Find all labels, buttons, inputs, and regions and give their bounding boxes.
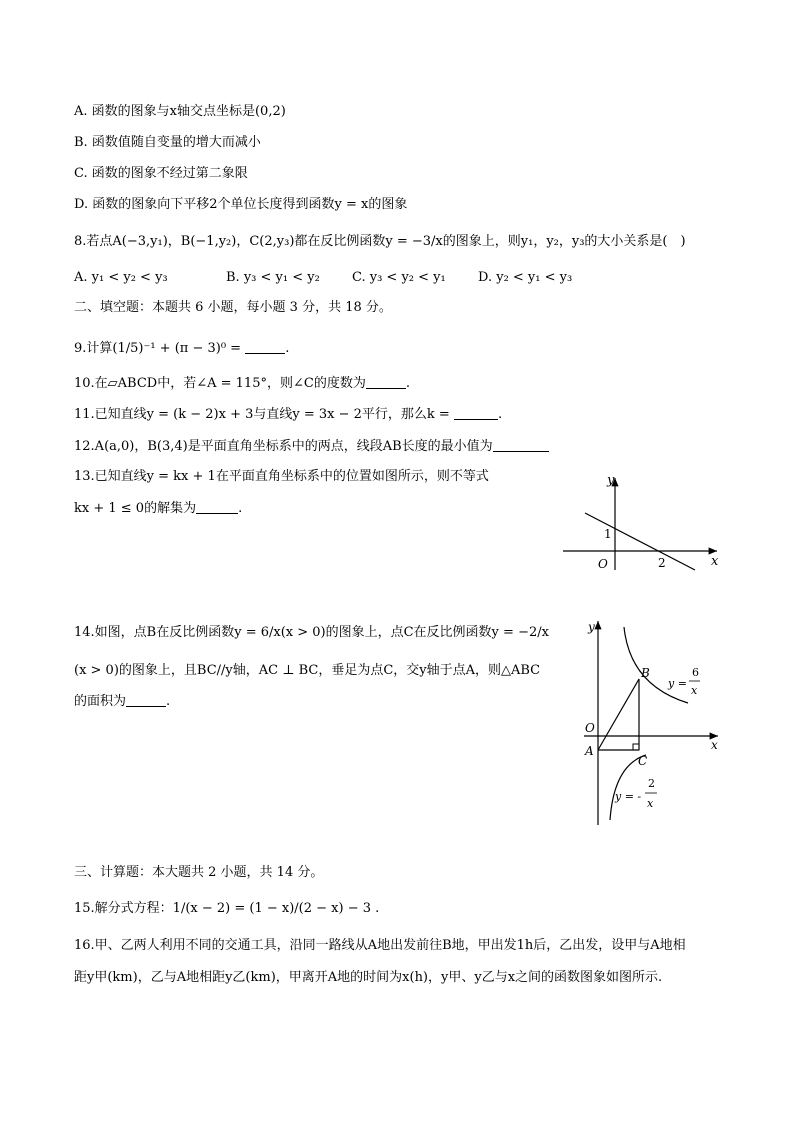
question-16-line2: 距y甲(km)，乙与A地相距y乙(km)，甲离开A地的时间为x(h)，y甲、y乙与x之间的函数图象如图所示.: [74, 970, 663, 985]
option-a: A. 函数的图象与x轴交点坐标是(0,2): [74, 104, 286, 119]
equation-2-numerator: 2: [648, 777, 655, 790]
y-intercept-label: 1: [604, 527, 612, 541]
question-14-line3: 的面积为 .: [74, 694, 171, 709]
section-3-heading: 三、计算题：本大题共 2 小题，共 14 分。: [74, 865, 324, 880]
question-11: 11.已知直线y = (k − 2)x + 3与直线y = 3x − 2平行，那么k = .: [74, 407, 503, 422]
figure-13-line-graph: [555, 470, 730, 575]
question-13-line1: 13.已知直线y = kx + 1在平面直角坐标系中的位置如图所示，则不等式: [74, 469, 489, 484]
equation-2-denominator: x: [647, 797, 654, 810]
segment-ab: [598, 679, 639, 750]
option-b: B. 函数值随自变量的增大而减小: [74, 135, 261, 150]
x-label: x: [711, 554, 719, 569]
q8-option-c: C. y₃ < y₂ < y₁: [352, 270, 446, 285]
question-16-line1: 16.甲、乙两人利用不同的交通工具，沿同一路线从A地出发前往B地，甲出发1h后，乙出发，设甲与A地相: [74, 938, 686, 953]
y-label: y: [607, 473, 615, 488]
question-8-stem: 8.若点A(−3,y₁)，B(−1,y₂)，C(2,y₃)都在反比例函数y = −3/x的图象上，则y₁，y₂，y₃的大小关系是( ): [74, 234, 686, 249]
answer-blank: [454, 405, 498, 420]
answer-blank: [126, 692, 166, 707]
question-14-line1: 14.如图，点B在反比例函数y = 6/x(x > 0)的图象上，点C在反比例函数y = −2/x: [74, 625, 549, 640]
question-9: 9.计算(1/5)⁻¹ + (π − 3)⁰ = .: [74, 341, 290, 356]
option-c: C. 函数的图象不经过第二象限: [74, 166, 248, 181]
x-label: x: [711, 738, 718, 752]
curve-y-6-over-x: [624, 627, 688, 703]
section-2-heading: 二、填空题：本题共 6 小题，每小题 3 分，共 18 分。: [74, 300, 392, 315]
answer-blank: [245, 339, 285, 354]
equation-1-lhs: y =: [668, 677, 687, 690]
question-13-line2: kx + 1 ≤ 0的解集为 .: [74, 501, 243, 516]
option-d: D. 函数的图象向下平移2个单位长度得到函数y = x的图象: [74, 197, 408, 212]
origin-label: O: [585, 721, 595, 735]
point-c-label: C: [638, 754, 648, 768]
equation-2-lhs: y = -: [615, 790, 642, 803]
figure-14-reciprocal-graph: [578, 615, 728, 830]
y-label: y: [588, 620, 595, 634]
q8-option-b: B. y₃ < y₁ < y₂: [226, 270, 320, 285]
q8-option-a: A. y₁ < y₂ < y₃: [74, 270, 168, 285]
question-10: 10.在▱ABCD中，若∠A = 115°，则∠C的度数为 .: [74, 376, 410, 391]
answer-blank: [366, 374, 406, 389]
origin-label: O: [598, 557, 608, 571]
q8-option-d: D. y₂ < y₁ < y₃: [478, 270, 573, 285]
answer-blank: [196, 499, 238, 514]
right-angle-mark: [633, 744, 639, 750]
answer-blank: [493, 437, 549, 452]
question-15: 15.解分式方程：1/(x − 2) = (1 − x)/(2 − x) − 3 .: [74, 901, 380, 916]
x-intercept-label: 2: [658, 556, 666, 570]
point-b-label: B: [641, 666, 650, 680]
point-a-label: A: [585, 744, 594, 758]
equation-1-numerator: 6: [692, 666, 699, 679]
question-12: 12.A(a,0)，B(3,4)是平面直角坐标系中的两点，线段AB长度的最小值为: [74, 437, 549, 456]
question-14-line2: (x > 0)的图象上，且BC//y轴，AC ⊥ BC，垂足为点C，交y轴于点A，则△ABC: [74, 663, 541, 678]
equation-1-denominator: x: [691, 684, 698, 697]
